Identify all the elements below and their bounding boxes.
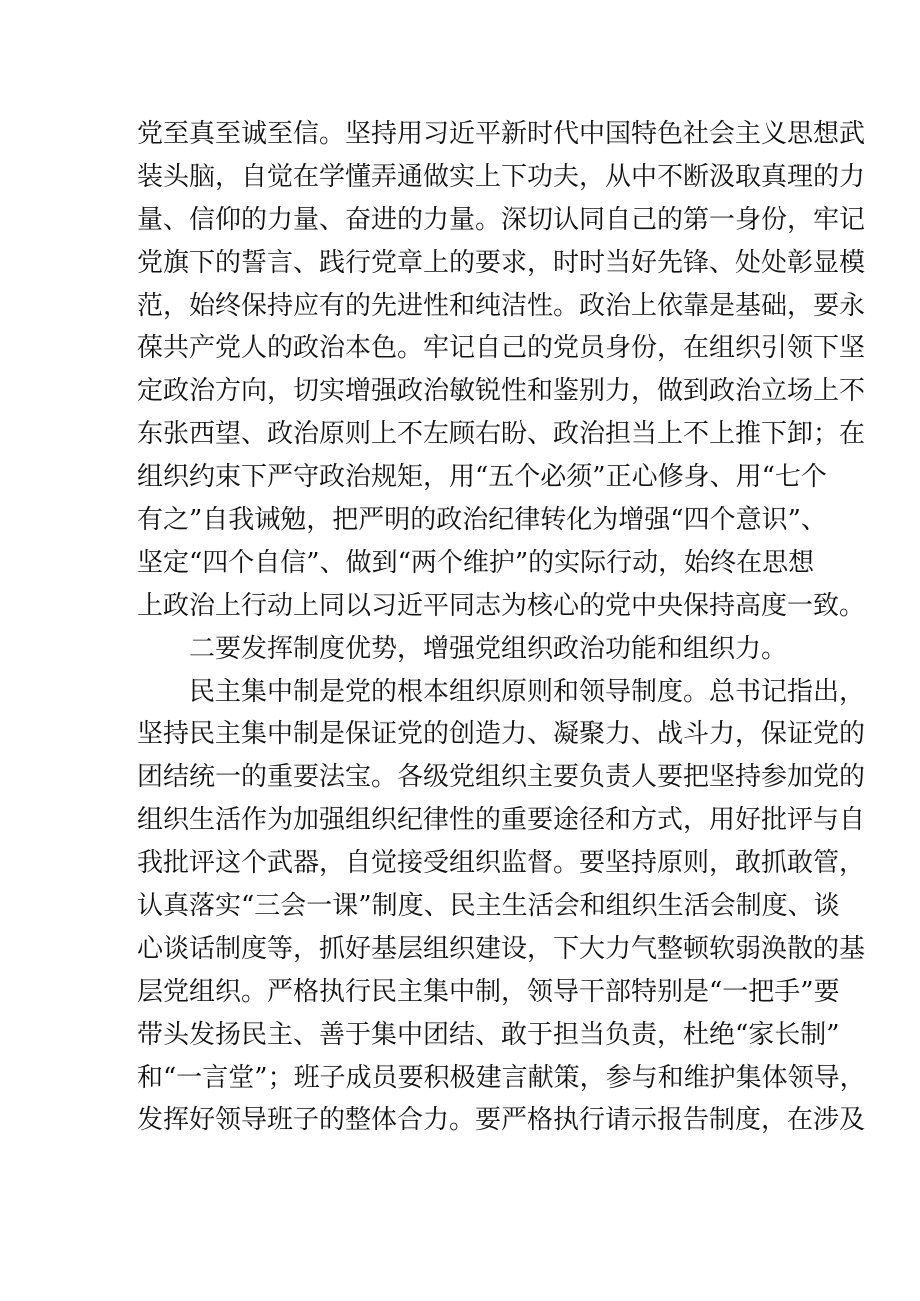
section-heading: 二要发挥制度优势，增强党组织政治功能和组织力。 <box>189 633 788 664</box>
text-line: 层党组织。严格执行民主集中制，领导干部特别是“一把手”要 <box>137 976 840 1007</box>
text-line: 党旗下的誓言、践行党章上的要求，时时当好先锋、处处彰显模 <box>137 247 866 278</box>
document-body <box>137 113 866 1142</box>
text-line: 定政治方向，切实增强政治敏锐性和鉴别力，做到政治立场上不 <box>137 376 866 407</box>
text-line: 坚定“四个自信”、做到“两个维护”的实际行动，始终在思想 <box>137 547 815 578</box>
text-line: 装头脑，自觉在学懂弄通做实上下功夫，从中不断汲取真理的力 <box>137 161 866 192</box>
text-line: 组织生活作为加强组织纪律性的重要途径和方式，用好批评与自 <box>137 805 866 836</box>
text-line: 心谈话制度等，抓好基层组织建设，下大力气整顿软弱涣散的基 <box>137 933 866 964</box>
text-line: 团结统一的重要法宝。各级党组织主要负责人要把坚持参加党的 <box>137 762 866 793</box>
text-line: 组织约束下严守政治规矩，用“五个必须”正心修身、用“七个 <box>137 462 827 493</box>
text-line: 我批评这个武器，自觉接受组织监督。要坚持原则，敢抓敢管， <box>137 848 866 879</box>
text-line: 带头发扬民主、善于集中团结、敢于担当负责，杜绝“家长制” <box>137 1019 840 1050</box>
text-line: 民主集中制是党的根本组织原则和领导制度。总书记指出， <box>189 676 866 707</box>
text-line: 量、信仰的力量、奋进的力量。深切认同自己的第一身份，牢记 <box>137 204 866 235</box>
text-line: 和“一言堂”；班子成员要积极建言献策，参与和维护集体领导， <box>137 1062 866 1093</box>
text-line: 葆共产党人的政治本色。牢记自己的党员身份，在组织引领下坚 <box>137 333 866 364</box>
text-line: 坚持民主集中制是保证党的创造力、凝聚力、战斗力，保证党的 <box>137 719 866 750</box>
text-line: 东张西望、政治原则上不左顾右盼、政治担当上不上推下卸；在 <box>137 419 866 450</box>
text-line: 认真落实“三会一课”制度、民主生活会和组织生活会制度、谈 <box>137 891 840 922</box>
text-line: 范，始终保持应有的先进性和纯洁性。政治上依靠是基础，要永 <box>137 290 866 321</box>
text-line: 党至真至诚至信。坚持用习近平新时代中国特色社会主义思想武 <box>137 119 866 149</box>
text-line: 发挥好领导班子的整体合力。要严格执行请示报告制度，在涉及 <box>137 1105 866 1136</box>
text-line: 上政治上行动上同以习近平同志为核心的党中央保持高度一致。 <box>137 590 866 621</box>
text-line: 有之”自我诫勉，把严明的政治纪律转化为增强“四个意识”、 <box>137 505 827 536</box>
